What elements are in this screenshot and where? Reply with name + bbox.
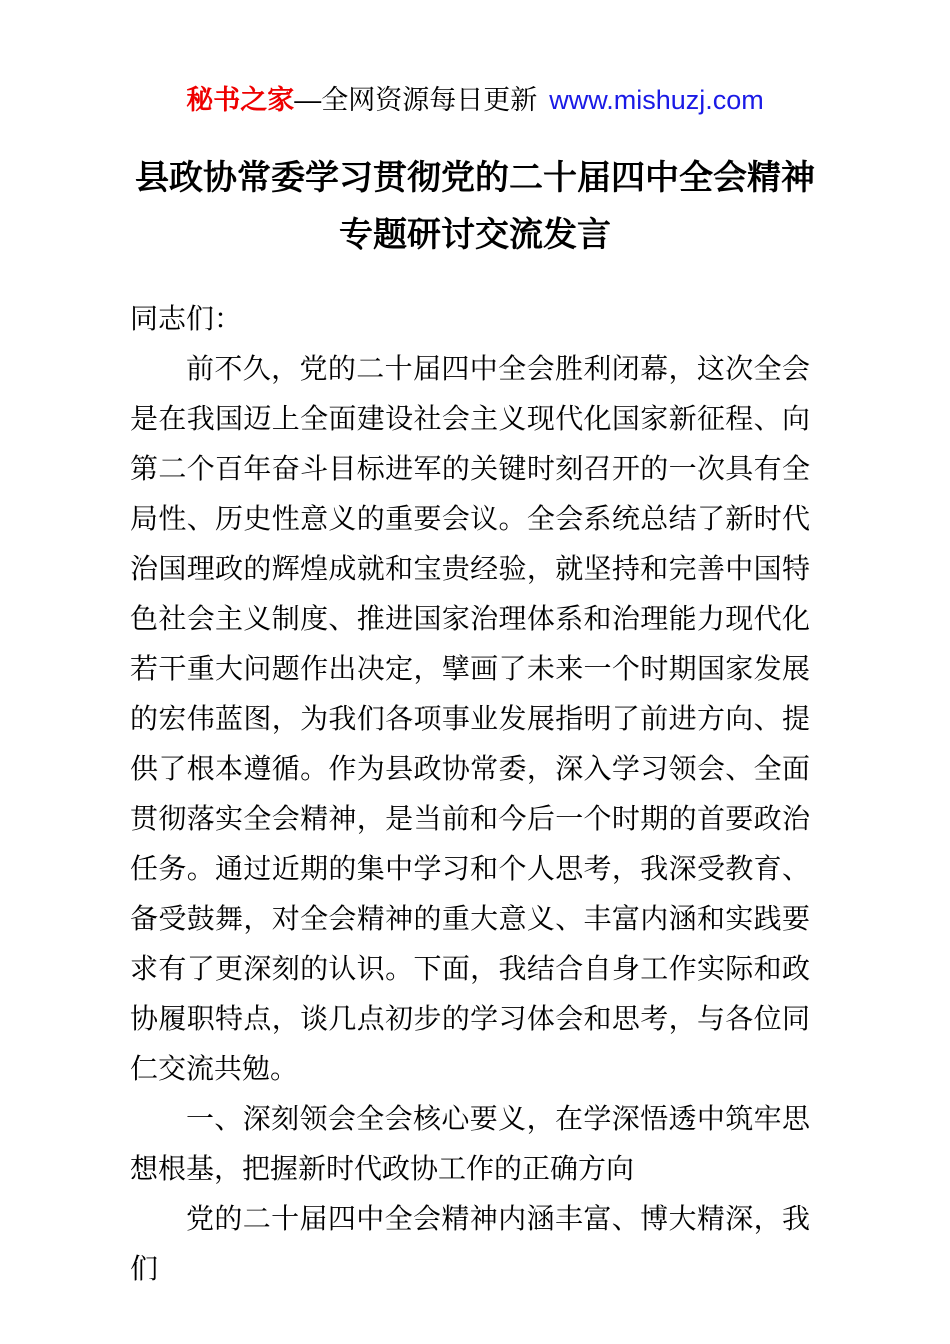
paragraph-intro: 前不久，党的二十届四中全会胜利闭幕，这次全会是在我国迈上全面建设社会主义现代化国家新征程、向第二个百年奋斗目标进军的关键时刻召开的一次具有全局性、历史性意义的重要会议。全会系统总结了新时代治国理政的辉煌成就和宝贵经验，就坚持和完善中国特色社会主义制度、推进国家治理体系和治理能力现代化若干重大问题作出决定，擘画了未来一个时期国家发展的宏伟蓝图，为我们各项事业发展指明了前进方向、提供了根本遵循。作为县政协常委，深入学习领会、全面贯彻落实全会精神，是当前和今后一个时期的首要政治任务。通过近期的集中学习和个人思考，我深受教育、备受鼓舞，对全会精神的重大意义、丰富内涵和实践要求有了更深刻的认识。下面，我结合自身工作实际和政协履职特点，谈几点初步的学习体会和思考，与各位同仁交流共勉。 <box>130 353 810 1084</box>
salutation: 同志们： <box>130 303 243 334</box>
brand-name: 秘书之家 <box>186 85 295 115</box>
header-tagline: —全网资源每日更新 <box>294 85 538 115</box>
document-body <box>0 294 950 1294</box>
paragraph-section-body: 党的二十届四中全会精神内涵丰富、博大精深，我们 <box>130 1203 810 1284</box>
section-heading-1: 一、深刻领会全会核心要义，在学深悟透中筑牢思想根基，把握新时代政协工作的正确方向 <box>130 1103 810 1184</box>
site-url-link[interactable]: www.mishuzj.com <box>549 85 764 115</box>
title-line-1: 县政协常委学习贯彻党的二十届四中全会精神 <box>135 159 815 197</box>
document-title <box>80 150 870 264</box>
title-line-2: 专题研讨交流发言 <box>339 216 611 254</box>
site-header <box>0 0 950 118</box>
